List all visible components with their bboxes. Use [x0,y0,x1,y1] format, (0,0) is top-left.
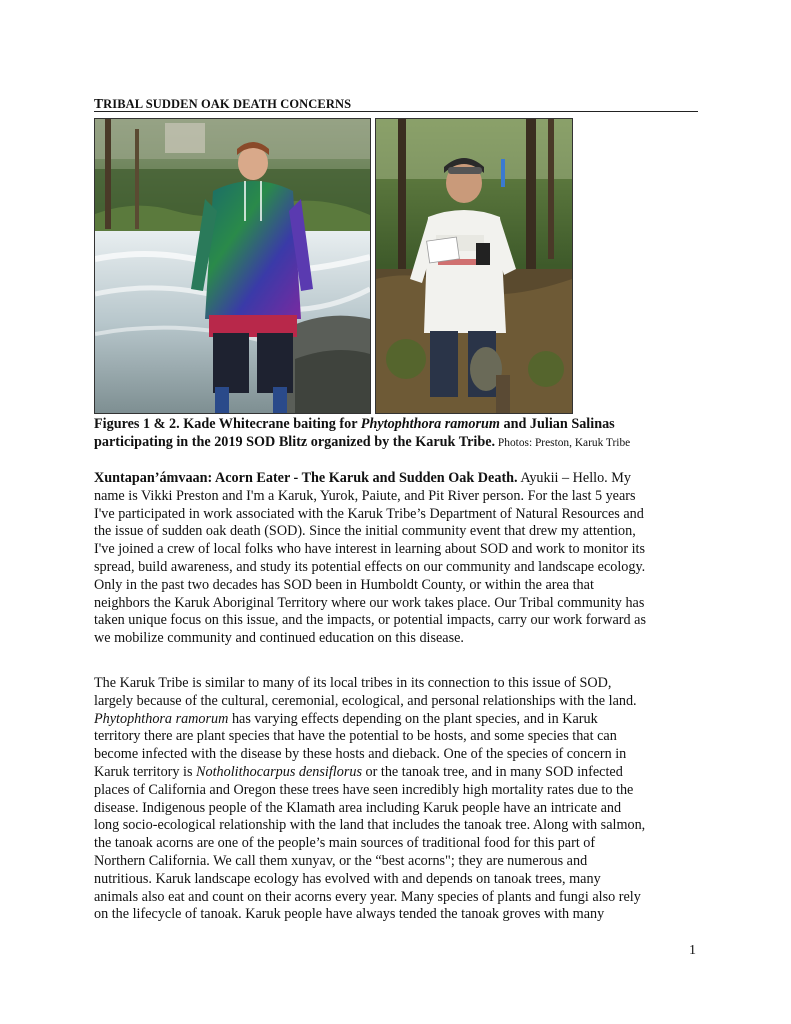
paragraph-line: The Karuk Tribe is similar to many of its local tribes in its connection to this issue of SOD, [94,675,612,691]
paragraph-line: I've participated in work associated with the Karuk Tribe’s Department of Natural Resources and [94,505,644,522]
section-divider [94,111,698,112]
paragraph-line: spread, build awareness, and study its potential effects on our community and landscape ecology. [94,558,646,575]
paragraph-line: Only in the past two decades has SOD been in Humboldt County, or within the area that [94,576,594,593]
caption-text-1: Figures 1 & 2. Kade Whitecrane baiting for [94,416,361,432]
paragraph-line: territory there are plant species that have the potential to be hosts, and some species that can [94,728,617,745]
paragraph-line: places of California and Oregon these trees have seen incredibly high mortality rates due to the [94,781,634,798]
figure-1-photo [94,118,371,414]
paragraph-line: become infected with the disease by these hosts and dieback. One of the species of concern in [94,746,627,763]
paragraph-line: long socio-ecological relationship with the land that includes the tanoak tree. Along with salmon, [94,817,646,834]
paragraph-line: animals also eat and count on their acorns every year. Many species of plants and fungi also rely [94,888,641,905]
species-name: Notholithocarpus densiflorus [196,763,362,780]
figure-caption [94,416,704,452]
paragraph-line [94,711,706,729]
paragraph-line: the tanoak acorns are one of the people’s main sources of traditional food for this part of [94,835,596,852]
paragraph-text: or the tanoak tree, and in many SOD infected [361,763,623,780]
paragraph-text: Ayukii – Hello. My [517,470,631,486]
species-name: Phytophthora ramorum [94,710,229,727]
paragraph-line [94,470,706,488]
paragraph-1 [94,470,706,648]
paragraph-line: on the lifecycle of tanoak. Karuk people have always tended the tanoak groves with many [94,906,605,923]
paragraph-line [94,764,706,782]
section-title-rest: RIBAL SUDDEN OAK DEATH CONCERNS [103,97,352,111]
paragraph-text: Karuk territory is [94,763,197,780]
paragraph-line: we mobilize community and continued education on this disease. [94,630,464,647]
figure-2-photo [375,118,573,414]
photo-credit: Photos: Preston, Karuk Tribe [495,436,631,449]
figure-2-illustration [376,119,572,413]
section-title [94,96,698,112]
caption-text-3: participating in the 2019 SOD Blitz organized by the Karuk Tribe. [94,433,496,450]
paragraph-line: neighbors the Karuk Aboriginal Territory where our work takes place. Our Tribal community has [94,594,645,611]
paragraph-line: Northern California. We call them xunyav, or the “best acorns"; they are numerous and [94,852,588,869]
paragraph-text: has varying effects depending on the plant species, and in Karuk [228,710,598,727]
paragraph-line: taken unique focus on this issue, and the impacts, or potential impacts, carry our work forward as [94,612,646,629]
caption-species: Phytophthora ramorum [360,416,500,432]
paragraph-line: name is Vikki Preston and I'm a Karuk, Yurok, Paiute, and Pit River person. For the last 5 years [94,487,636,504]
paragraph-heading: Xuntapan’ámvaan: Acorn Eater - The Karuk and Sudden Oak Death. [94,470,518,486]
paragraph-line: disease. Indigenous people of the Klamath area including Karuk people have an intricate and [94,799,622,816]
figure-1-illustration [95,119,370,413]
paragraph-line: nutritious. Karuk landscape ecology has evolved with and depends on tanoak trees, many [94,870,601,887]
paragraph-2 [94,675,706,924]
paragraph-line: the issue of sudden oak death (SOD). Since the initial community event that drew my attention, [94,523,636,540]
page-number: 1 [689,943,696,958]
paragraph-line: largely because of the cultural, ceremonial, ecological, and personal relationships with the land. [94,692,637,709]
caption-text-2: and Julian Salinas [499,416,615,432]
paragraph-line: I've joined a crew of local folks who have interest in learning about SOD and work to monitor its [94,541,646,558]
section-title-initial: T [94,96,104,111]
